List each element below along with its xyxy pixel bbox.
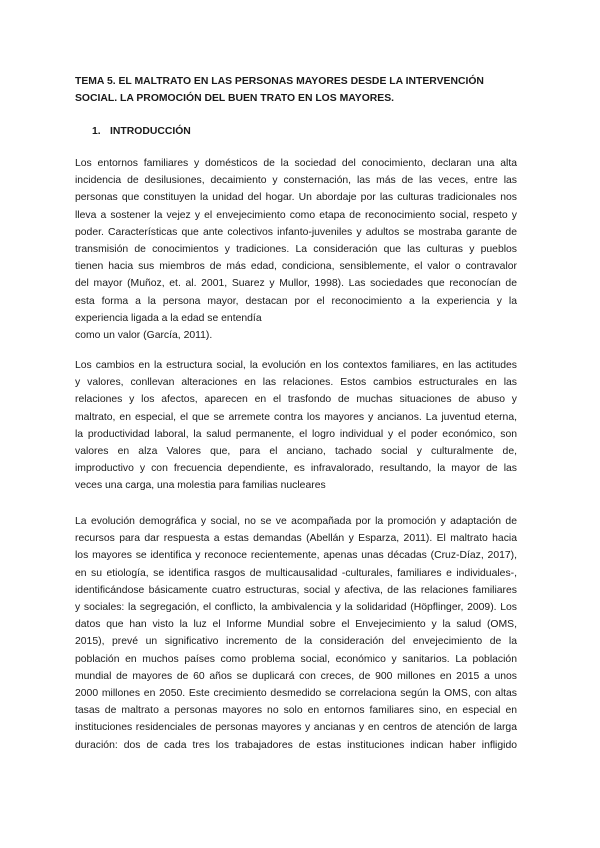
paragraph-line: experiencia ligada a la edad se entendía [75,312,262,324]
paragraph-line: 2000 millones en 2050. Este crecimiento desmedido se correlaciona según la OMS, con altas [75,688,517,700]
paragraph-2 [75,357,517,495]
paragraph-line: relaciones y los afectos, aparecen en el trasfondo de muchas situaciones de abuso y [75,394,517,406]
paragraph-line: incidencia de desilusiones, decaimiento y consternación, las más de las veces, entre las [75,175,517,187]
paragraph-line: Los entornos familiares y domésticos de la sociedad del conocimiento, declaran una alta [75,158,517,169]
paragraph-line: esta forma a la persona mayor, destacan por el reconocimiento a la experiencia y la [75,295,517,307]
paragraph-line: población en muchos países como problema social, económico y sanitarios. La población [75,653,517,665]
paragraph-line: y valores, conllevan alteraciones en las relaciones. Estos cambios estructurales en las [75,377,517,389]
section-number: 1. [92,126,101,137]
paragraph-line: duración: dos de cada tres los trabajadores de estas instituciones indican haber infligido [75,739,517,751]
paragraph-line: lleva a sostener la vejez y el envejecimiento como etapa de reconocimiento social, respeto y [75,209,517,221]
paragraph-line: tasas de maltrato a personas mayores no solo en entornos familiares sino, en especial en [75,705,517,717]
paragraph-line: los mayores se identifica y reconoce recientemente, apenas unas décadas (Cruz-Díaz, 2017), [75,550,517,562]
paragraph-line: recursos para dar respuesta a estas demandas (Abellán y Esparza, 2011). El maltrato hacia [75,533,517,545]
paragraph-line: valores en alza Valores que, para el anciano, tachado social y culturalmente de, [75,446,517,458]
paragraph-line: la productividad laboral, la salud permanente, el logro individual y el poder económico, son [75,428,517,440]
paragraph-line: Los cambios en la estructura social, la evolución en los contextos familiares, en las actitudes [75,360,517,371]
paragraph-line: y sociales: la segregación, el conflicto, la ambivalencia y la solidaridad (Höpflinger, 2009). Los [75,602,517,614]
paragraph-line: datos que han visto la luz el Informe Mundial sobre el Envejecimiento y la salud (OMS, [75,619,517,631]
paragraph-line: poder. Características que ante colectivos infanto-juveniles y adultos se mostraba garante de [75,226,517,238]
paragraph-line: veces una carga, una molestia para familias nucleares [75,480,326,492]
paragraph-line: personas que constituyen la unidad del hogar. Un abordaje por las culturas tradicionales nos [75,192,517,204]
paragraph-line: en su etiología, se identifica rasgos de multicausalidad -culturales, familiares e individuales-, [75,567,517,579]
paragraph-line: como un valor (García, 2011). [75,330,213,342]
paragraph-3 [75,513,517,754]
paragraph-line: transmisión de conocimientos y tradiciones. La consideración que las culturas y pueblos [75,244,517,256]
paragraph-line: del mayor (Muñoz, et. al. 2001, Suarez y Mullor, 1998). Las sociedades que reconocían de [75,278,517,290]
paragraph-line: maltrato, en especial, el que se arremete contra los mayores y ancianos. La juventud eterna, [75,411,517,423]
section-heading [92,123,191,140]
paragraph-1 [75,155,517,344]
paragraph-line: tienen hacia sus miembros de más edad, condiciona, sensiblemente, el valor o contravalor [75,261,517,273]
paragraph-line: instituciones residenciales de personas mayores y ancianas y en centros de atención de larga [75,722,517,734]
paragraph-line: improductivo y con frecuencia dependiente, es infravalorado, resultando, la mayor de las [75,463,517,475]
document-title: TEMA 5. EL MALTRATO EN LAS PERSONAS MAYORES DESDE LA INTERVENCIÓN SOCIAL. LA PROMOCIÓN DEL BUEN TRATO EN LOS MAYORES. [75,76,484,104]
paragraph-line: mundial de mayores de 60 años se duplicará con creces, de 900 millones en 2015 a unos [75,670,517,682]
paragraph-line: 2015), prevé un significativo incremento de la consideración del envejecimiento de la [75,636,517,648]
paragraph-line: identificándose básicamente cuatro estructuras, social y afectiva, de las relaciones familiares [75,584,517,596]
paragraph-line: La evolución demográfica y social, no se ve acompañada por la promoción y adaptación de [75,516,517,527]
section-title: INTRODUCCIÓN [110,126,191,137]
